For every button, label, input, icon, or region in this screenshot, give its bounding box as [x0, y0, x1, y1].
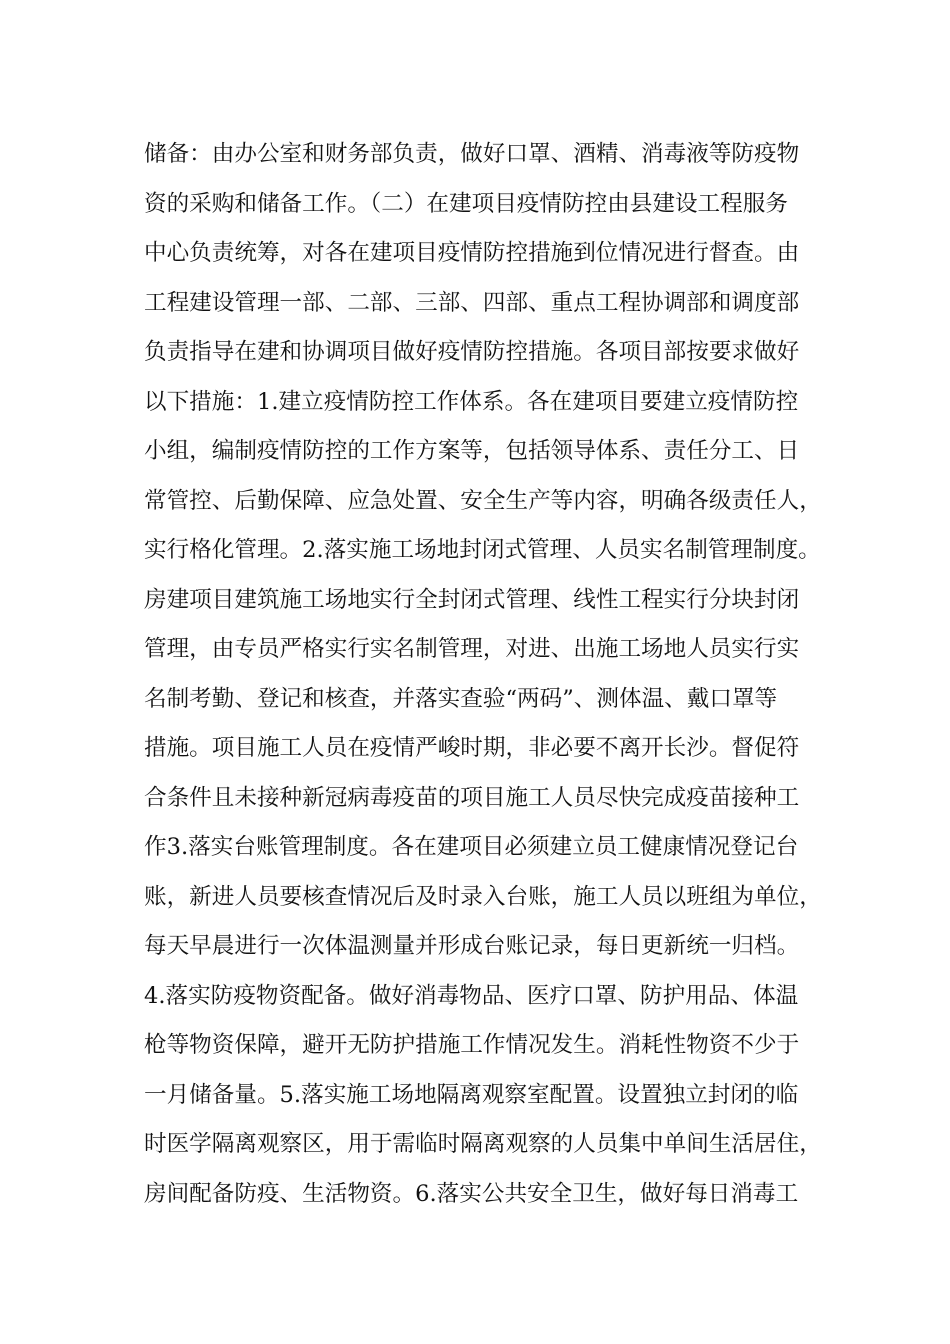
- text-line: 储备：由办公室和财务部负责，做好口罩、酒精、消毒液等防疫物: [144, 141, 800, 167]
- text-line: 以下措施：1.建立疫情防控工作体系。各在建项目要建立疫情防控: [144, 388, 799, 415]
- text-line: 合条件且未接种新冠病毒疫苗的项目施工人员尽快完成疫苗接种工: [144, 784, 800, 811]
- text-line: 4.落实防疫物资配备。做好消毒物品、医疗口罩、防护用品、体温: [144, 982, 799, 1009]
- text-line: 中心负责统筹，对各在建项目疫情防控措施到位情况进行督查。由: [144, 240, 800, 266]
- text-line: 小组，编制疫情防控的工作方案等，包括领导体系、责任分工、日: [144, 438, 800, 464]
- text-line: 措施。项目施工人员在疫情严峻时期，非必要不离开长沙。督促符: [144, 735, 800, 761]
- text-line: 作3.落实台账管理制度。各在建项目必须建立员工健康情况登记台: [144, 834, 799, 860]
- text-line: 一月储备量。5.落实施工场地隔离观察室配置。设置独立封闭的临: [144, 1081, 799, 1108]
- text-line: 管理，由专员严格实行实名制管理，对进、出施工场地人员实行实: [144, 636, 800, 662]
- text-line: 房建项目建筑施工场地实行全封闭式管理、线性工程实行分块封闭: [144, 586, 800, 613]
- text-line: 负责指导在建和协调项目做好疫情防控措施。各项目部按要求做好: [144, 339, 800, 365]
- text-line: 实行格化管理。2.落实施工场地封闭式管理、人员实名制管理制度。: [144, 537, 821, 563]
- text-line: 名制考勤、登记和核查，并落实查验“两码”、测体温、戴口罩等: [144, 685, 778, 712]
- text-line: 常管控、后勤保障、应急处置、安全生产等内容，明确各级责任人，: [144, 487, 822, 514]
- text-line: 账，新进人员要核查情况后及时录入台账，施工人员以班组为单位，: [144, 883, 822, 910]
- text-line: 每天早晨进行一次体温测量并形成台账记录，每日更新统一归档。: [144, 933, 800, 959]
- body-text: [144, 130, 824, 1219]
- text-line: 工程建设管理一部、二部、三部、四部、重点工程协调部和调度部: [144, 289, 800, 316]
- text-line: 资的采购和储备工作。（二）在建项目疫情防控由县建设工程服务: [144, 190, 788, 217]
- text-line: 时医学隔离观察区，用于需临时隔离观察的人员集中单间生活居住，: [144, 1131, 822, 1157]
- text-line: 房间配备防疫、生活物资。6.落实公共安全卫生，做好每日消毒工: [144, 1180, 799, 1207]
- text-line: 枪等物资保障，避开无防护措施工作情况发生。消耗性物资不少于: [144, 1032, 800, 1058]
